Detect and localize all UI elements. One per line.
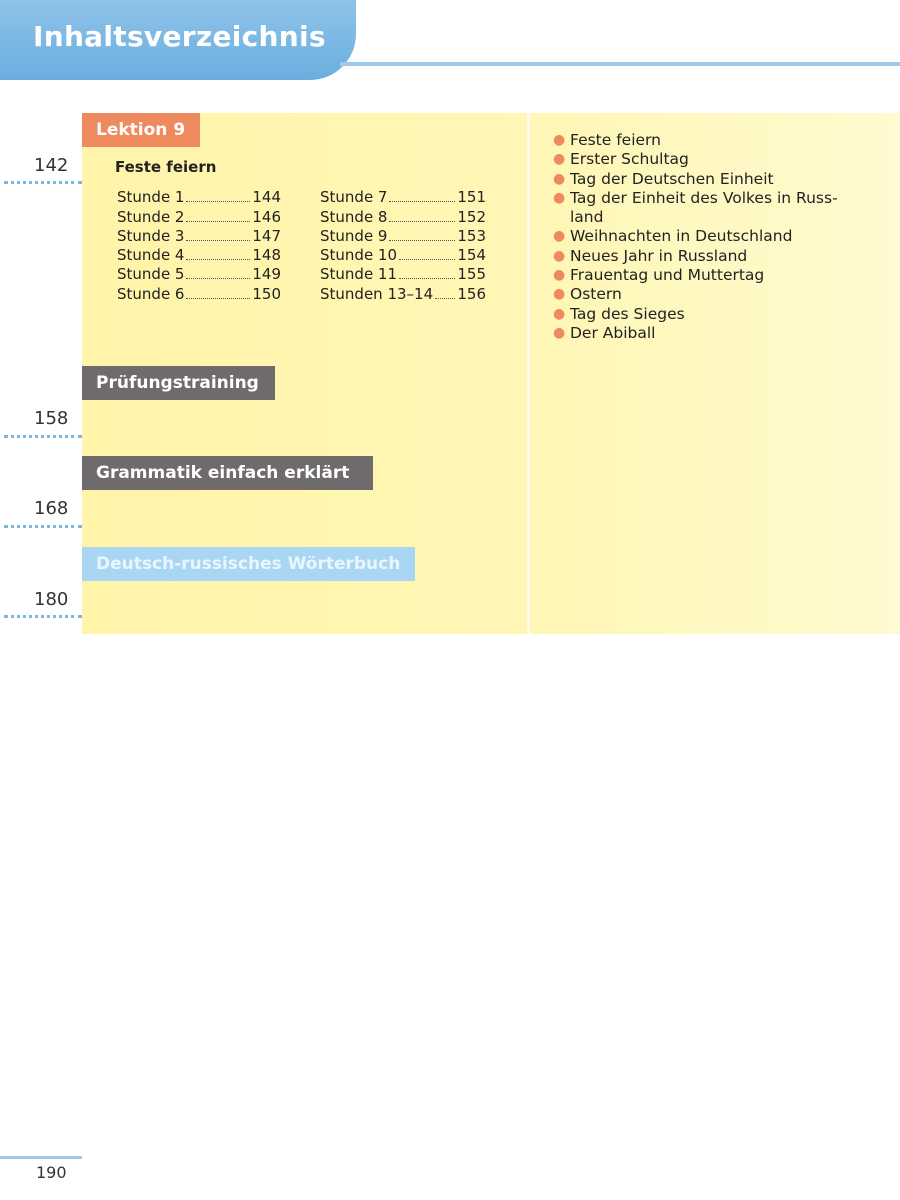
bullet-icon: ● (553, 228, 566, 245)
bullet-icon: ● (553, 132, 566, 148)
stunde-name: Stunde 2 (117, 207, 185, 226)
stunde-page: 151 (457, 188, 486, 207)
bullet-icon: ● (553, 324, 566, 341)
stunde-page: 155 (457, 265, 486, 284)
dot-leader (186, 200, 250, 202)
stunde-page: 150 (252, 284, 281, 303)
section-page-number-woerterbuch: 180 (34, 589, 69, 610)
stunde-name: Stunde 1 (117, 188, 185, 207)
bullet-icon: ● (553, 151, 566, 168)
stunde-name: Stunde 3 (117, 226, 185, 245)
section-page-number-grammatik: 168 (34, 498, 69, 519)
stunde-page: 153 (457, 226, 486, 245)
stunden-list-right (320, 187, 486, 303)
bullet-icon: ● (553, 247, 566, 264)
topic-text: Tag der Einheit des Volkes in Russ- (570, 188, 838, 207)
topic-item (552, 324, 864, 343)
stunde-entry[interactable] (117, 226, 281, 245)
dot-leader (186, 239, 250, 241)
topic-item-continuation (552, 208, 864, 227)
dot-leader (186, 220, 250, 222)
topic-item (552, 150, 864, 169)
stunde-entry[interactable] (117, 264, 281, 283)
bullet-icon: ● (553, 305, 566, 322)
dot-leader (186, 297, 250, 299)
topic-item (552, 131, 864, 150)
topic-text: Erster Schultag (570, 150, 689, 169)
page-title: Inhaltsverzeichnis (33, 20, 326, 53)
topic-text: land (570, 208, 604, 227)
topic-item (552, 305, 864, 324)
stunde-entry[interactable] (320, 283, 486, 302)
stunde-name: Stunde 10 (320, 246, 398, 265)
stunde-name: Stunde 9 (320, 226, 388, 245)
dot-leader (435, 297, 455, 299)
dot-leader (399, 277, 455, 279)
dotted-rule (4, 435, 82, 438)
bullet-icon: ● (553, 286, 566, 303)
stunde-page: 144 (252, 188, 281, 207)
stunde-name: Stunde 6 (117, 284, 185, 303)
stunde-name: Stunden 13–14 (320, 284, 434, 303)
stunde-entry[interactable] (117, 206, 281, 225)
stunde-page: 149 (252, 265, 281, 284)
dot-leader (389, 220, 455, 222)
topic-item (552, 247, 864, 266)
dot-leader (186, 258, 250, 260)
stunde-name: Stunde 11 (320, 265, 398, 284)
topic-text: Tag des Sieges (570, 304, 685, 323)
bullet-icon: ● (553, 267, 566, 284)
topics-list (552, 131, 864, 343)
dot-leader (389, 200, 455, 202)
section-label-grammatik[interactable]: Grammatik einfach erklärt (82, 456, 373, 490)
stunde-name: Stunde 8 (320, 207, 388, 226)
header-rule (340, 62, 900, 66)
stunde-entry[interactable] (320, 245, 486, 264)
stunde-entry[interactable] (117, 187, 281, 206)
topic-item (552, 189, 864, 208)
dot-leader (186, 277, 250, 279)
footer-page-number: 190 (36, 1163, 67, 1182)
stunde-entry[interactable] (320, 206, 486, 225)
lesson-title: Feste feiern (115, 158, 217, 176)
dotted-rule (4, 181, 82, 184)
stunde-name: Stunde 5 (117, 265, 185, 284)
topic-text: Tag der Deutschen Einheit (570, 169, 774, 188)
stunde-page: 156 (457, 284, 486, 303)
stunde-entry[interactable] (320, 226, 486, 245)
topic-item (552, 227, 864, 246)
bullet-icon: ● (553, 189, 566, 206)
panel-divider (527, 113, 530, 634)
section-label-lektion[interactable]: Lektion 9 (82, 113, 200, 147)
dot-leader (399, 258, 455, 260)
stunde-entry[interactable] (117, 245, 281, 264)
stunde-name: Stunde 7 (320, 188, 388, 207)
topic-item (552, 285, 864, 304)
topic-text: Feste feiern (570, 131, 661, 149)
stunde-entry[interactable] (320, 187, 486, 206)
stunde-page: 154 (457, 246, 486, 265)
stunde-page: 152 (457, 207, 486, 226)
stunde-page: 148 (252, 246, 281, 265)
topic-text: Frauentag und Muttertag (570, 266, 765, 285)
footer-rule (0, 1156, 82, 1159)
dotted-rule (4, 615, 82, 618)
section-label-pruefungstraining[interactable]: Prüfungstraining (82, 366, 275, 400)
stunde-page: 147 (252, 226, 281, 245)
stunde-page: 146 (252, 207, 281, 226)
stunde-entry[interactable] (117, 283, 281, 302)
topic-item (552, 170, 864, 189)
stunde-entry[interactable] (320, 264, 486, 283)
topic-item (552, 266, 864, 285)
stunden-list-left (117, 187, 281, 303)
section-page-number-lektion: 142 (34, 155, 69, 176)
topic-text: Der Abiball (570, 323, 656, 342)
dot-leader (389, 239, 455, 241)
stunde-name: Stunde 4 (117, 246, 185, 265)
topic-text: Ostern (570, 285, 622, 304)
dotted-rule (4, 525, 82, 528)
section-page-number-pruefung: 158 (34, 408, 69, 429)
section-label-woerterbuch[interactable]: Deutsch-russisches Wörterbuch (82, 547, 415, 581)
bullet-icon: ● (553, 170, 566, 187)
topic-text: Neues Jahr in Russland (570, 246, 748, 265)
topic-text: Weihnachten in Deutschland (570, 227, 793, 246)
